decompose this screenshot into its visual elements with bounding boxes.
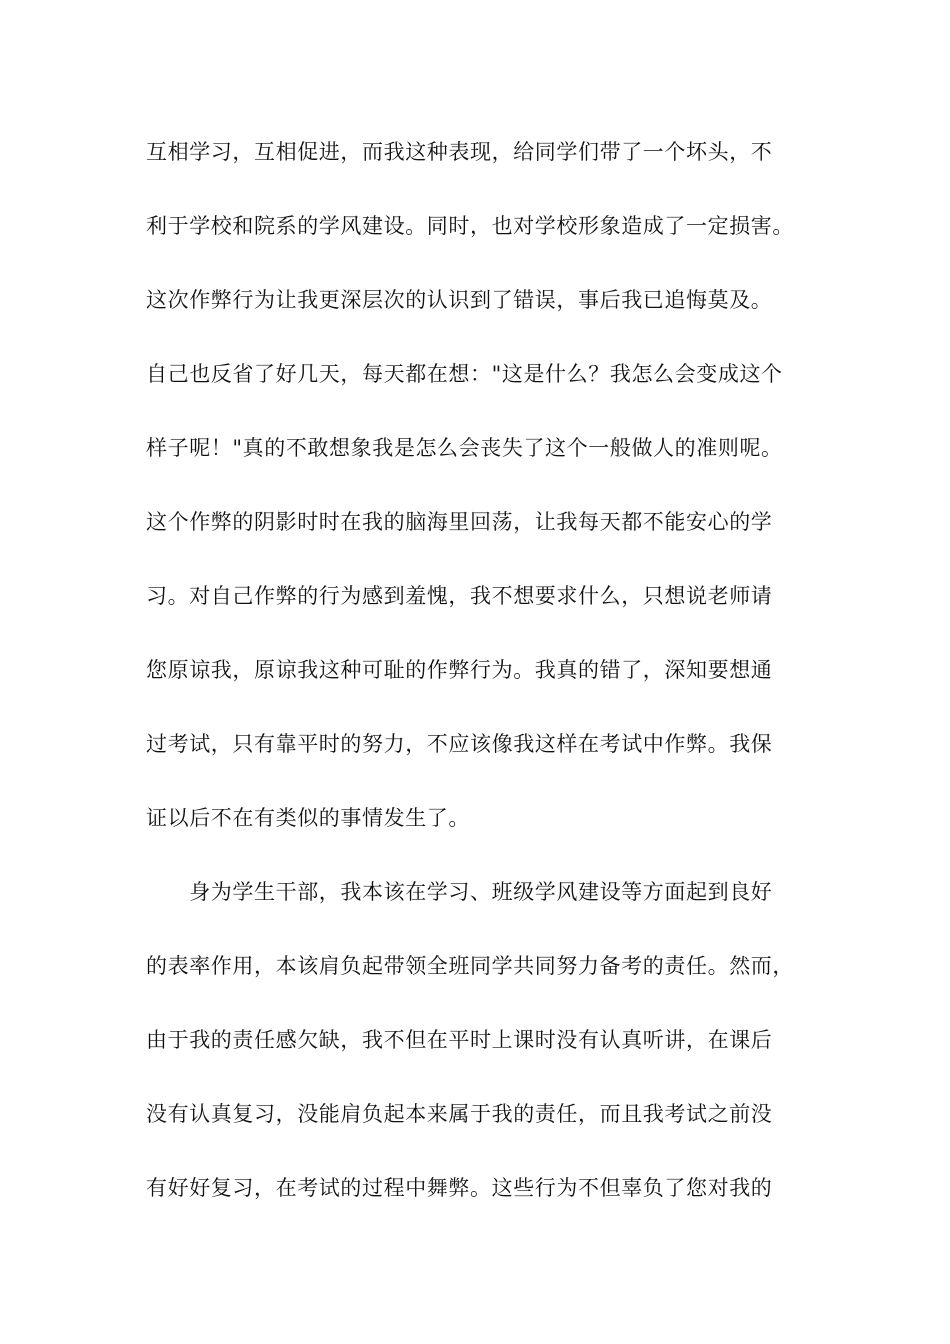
text-line: 的表率作用，本该肩负起带领全班同学共同努力备考的责任。然而， <box>146 954 794 978</box>
text-line: 证以后不在有类似的事情发生了。 <box>146 806 470 830</box>
text-line: 互相学习，互相促进，而我这种表现，给同学们带了一个坏头，不 <box>146 140 773 164</box>
text-line: 这个作弊的阴影时时在我的脑海里回荡，让我每天都不能安心的学 <box>146 510 773 534</box>
paragraph-1 <box>146 130 846 870</box>
text-line: 习。对自己作弊的行为感到羞愧，我不想要求什么，只想说老师请 <box>146 584 773 608</box>
text-line: 利于学校和院系的学风建设。同时，也对学校形象造成了一定损害。 <box>146 214 794 238</box>
text-line: 自己也反省了好几天，每天都在想："这是什么？我怎么会变成这个 <box>146 362 783 386</box>
body-text <box>146 130 846 1240</box>
text-line: 没有认真复习，没能肩负起本来属于我的责任，而且我考试之前没 <box>146 1102 773 1126</box>
text-line: 过考试，只有靠平时的努力，不应该像我这样在考试中作弊。我保 <box>146 732 773 756</box>
text-line: 由于我的责任感欠缺，我不但在平时上课时没有认真听讲，在课后 <box>146 1028 773 1052</box>
text-line: 样子呢！"真的不敢想象我是怎么会丧失了这个一般做人的准则呢。 <box>146 436 783 460</box>
text-line: 有好好复习，在考试的过程中舞弊。这些行为不但辜负了您对我的 <box>146 1176 773 1200</box>
text-line: 身为学生干部，我本该在学习、班级学风建设等方面起到良好 <box>146 880 773 904</box>
paragraph-2 <box>146 870 846 1240</box>
text-line: 这次作弊行为让我更深层次的认识到了错误，事后我已追悔莫及。 <box>146 288 773 312</box>
text-line: 您原谅我，原谅我这种可耻的作弊行为。我真的错了，深知要想通 <box>146 658 773 682</box>
